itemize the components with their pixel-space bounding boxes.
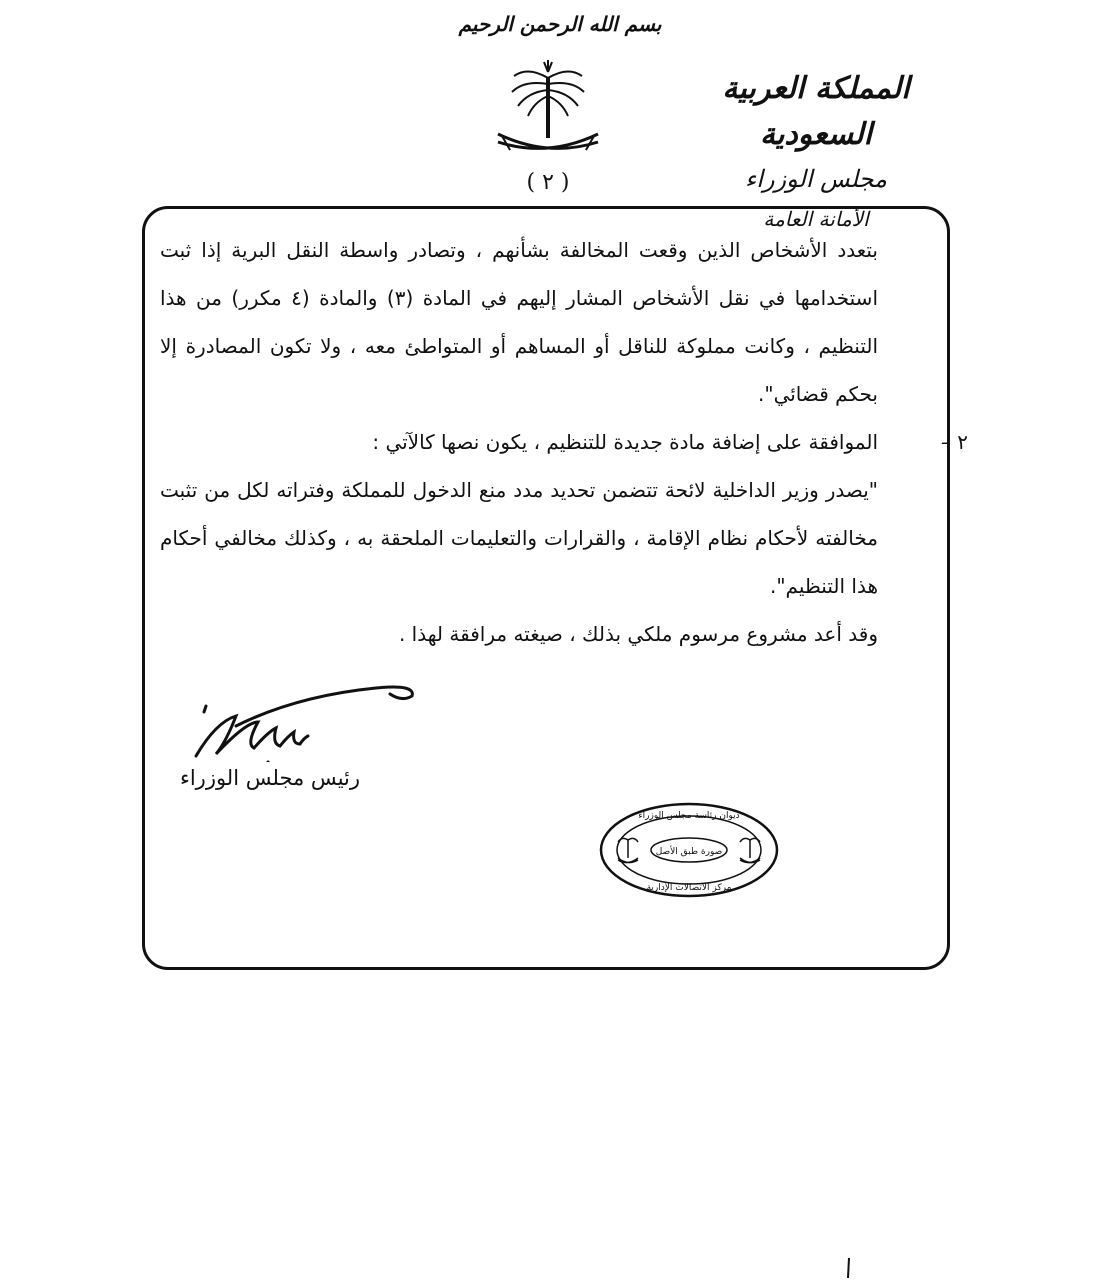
quoted-article: "يصدر وزير الداخلية لائحة تتضمن تحديد مدد منع الدخول للمملكة وفتراته لكل من تثبت مخالفته لأحكام نظام الإقامة ، والقرارات والتعليمات الملحقة به ، وكذلك مخالفي أحكام هذا التنظيم". xyxy=(160,478,878,598)
closing-sentence: وقد أعد مشروع مرسوم ملكي بذلك ، صيغته مرافقة لهذا . xyxy=(398,622,878,646)
stamp-center-text: صورة طبق الأصل xyxy=(655,847,723,857)
stamp-bottom-text: مركز الاتصالات الإدارية xyxy=(646,883,732,893)
signatory-title: رئيس مجلس الوزراء xyxy=(179,766,361,790)
official-stamp xyxy=(598,800,780,900)
stamp-top-text: ديوان رئاسة مجلس الوزراء xyxy=(638,811,740,821)
letterhead-council: مجلس الوزراء xyxy=(744,165,888,193)
saudi-emblem-icon xyxy=(488,58,608,178)
item-number: ٢ – xyxy=(940,430,968,454)
page-number: ( ٢ ) xyxy=(526,170,570,195)
letterhead-kingdom: المملكة العربية السعودية xyxy=(722,71,910,152)
letterhead-secretariat: الأمانة العامة xyxy=(763,207,869,231)
signature-icon xyxy=(176,682,426,762)
item-text: الموافقة على إضافة مادة جديدة للتنظيم ، يكون نصها كالآتي : xyxy=(372,430,878,454)
margin-mark xyxy=(846,1258,852,1278)
basmala: بسم الله الرحمن الرحيم xyxy=(458,12,662,36)
document-body xyxy=(160,226,968,658)
body-paragraph: بتعدد الأشخاص الذين وقعت المخالفة بشأنهم ، وتصادر واسطة النقل البرية إذا ثبت استخدامها في نقل الأشخاص المشار إليهم في المادة (٣) والمادة (٤ مكرر) من هذا التنظيم ، وكانت مملوكة للناقل أو المساهم أو المتواطئ معه ، ولا تكون المصادرة إلا بحكم قضائي". xyxy=(160,238,878,406)
list-item xyxy=(160,418,968,466)
